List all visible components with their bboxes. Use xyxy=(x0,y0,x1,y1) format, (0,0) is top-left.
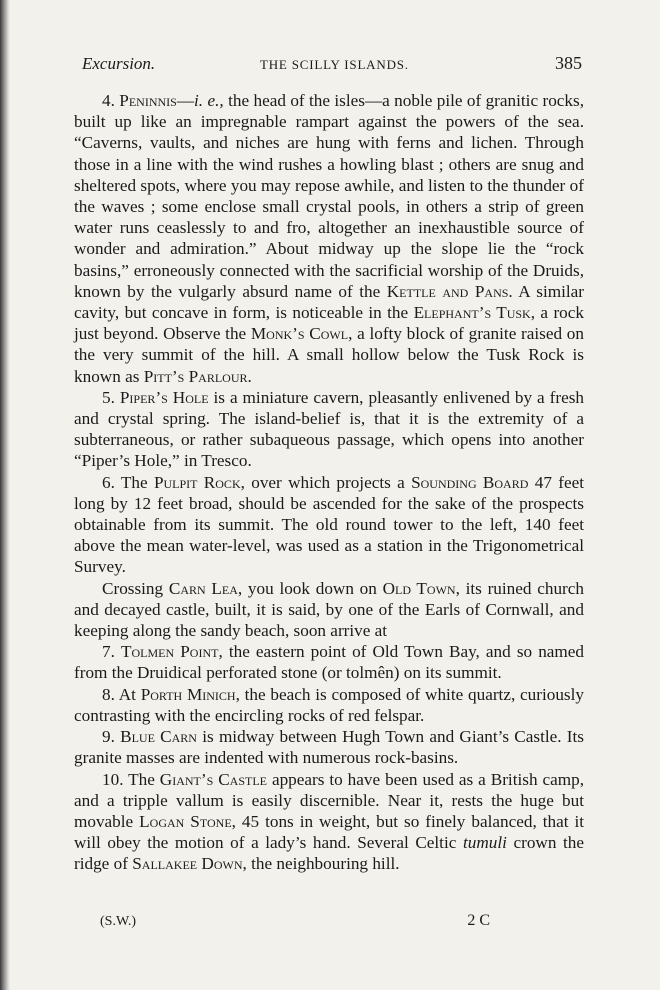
text-run: 6. The xyxy=(102,472,154,492)
place-name: Porth Minich xyxy=(140,684,236,704)
page-spine-shadow xyxy=(0,0,10,990)
body-text xyxy=(74,90,584,875)
place-name: Sallakee Down xyxy=(132,854,243,874)
printer-signature-left: (S.W.) xyxy=(100,914,137,929)
text-run: 5. xyxy=(102,387,120,407)
text-run: is midway between Hugh Town and Giant’s Castle. Its granite masses are indented with numerous rock-basins. xyxy=(74,727,584,768)
place-name: Logan Stone xyxy=(139,811,232,831)
text-run: , the beach is composed of white quartz, curiously contrasting with the encircling rocks of red felspar. xyxy=(74,684,584,725)
paragraph xyxy=(74,387,584,472)
text-run: 8. At xyxy=(102,684,141,704)
header-title: THE SCILLY ISLANDS. xyxy=(260,57,409,72)
paragraph xyxy=(74,641,584,683)
text-run: 4. xyxy=(102,91,120,110)
text-run: . xyxy=(247,366,252,386)
text-run: , a rock just beyond. Observe the xyxy=(74,303,584,344)
text-run: 47 feet long by 12 feet broad, should be ascended for the sake of the prospects obtainable from its summit. The old round tower to the left, 140 feet above the mean water-level, was used as a station in the Trigonometrical Survey. xyxy=(74,472,584,577)
place-name: Pitt’s Parlour xyxy=(143,366,248,386)
place-name: Carn Lea xyxy=(168,578,238,598)
paragraph xyxy=(74,684,584,726)
place-name: Pulpit Rock xyxy=(153,472,241,492)
text-run: — xyxy=(176,91,195,110)
place-name: Kettle and Pans xyxy=(386,281,509,301)
text-run: , 45 tons in weight, but so finely balanced, that it will obey the motion of a lady’s hand. Several Celtic xyxy=(74,811,585,853)
text-run: . A similar cavity, but concave in form, is noticeable in the xyxy=(74,281,585,323)
place-name: Elephant’s Tusk xyxy=(413,303,531,323)
printer-signature-right: 2 C xyxy=(467,912,490,929)
paragraph xyxy=(74,769,584,875)
page-number: 385 xyxy=(555,53,582,73)
text-run: , a lofty block of granite raised on the very summit of the hill. A small hollow below the Tusk Rock is known as xyxy=(74,324,584,386)
paragraph xyxy=(74,90,584,387)
place-name: Piper’s Hole xyxy=(119,387,209,407)
text-run: , the eastern point of Old Town Bay, and so named from the Druidical perforated stone (or tolmên) on its summit. xyxy=(74,642,585,683)
place-name: Monk’s Cowl xyxy=(250,324,349,344)
text-run: , its ruined church and decayed castle, built, it is said, by one of the Earls of Cornwall, and keeping along the sandy beach, soon arrive at xyxy=(74,578,584,641)
place-name: Peninnis xyxy=(119,91,177,110)
place-name: Blue Carn xyxy=(120,727,197,747)
text-run: is a miniature cavern, pleasantly enlivened by a fresh and crystal spring. The island-belief is, that it is the extremity of a subterraneous, or rather subaqueous passage, which opens into another “Piper’s Hole,” in Tresco. xyxy=(74,387,585,471)
page-footer xyxy=(100,912,490,934)
text-run: , you look down on xyxy=(237,578,383,598)
italic-text: i. e., xyxy=(194,91,224,110)
place-name: Tolmen Point xyxy=(120,642,219,662)
running-header xyxy=(82,52,582,78)
text-run: 9. xyxy=(102,727,121,747)
text-run: 7. xyxy=(102,642,121,662)
text-run: Crossing xyxy=(102,578,169,598)
place-name: Giant’s Castle xyxy=(159,769,267,789)
text-run: crown the ridge of xyxy=(74,833,585,874)
paragraph xyxy=(74,472,584,578)
text-run: 10. The xyxy=(102,769,160,789)
text-run: , over which projects a xyxy=(240,472,412,492)
place-name: Sounding Board xyxy=(411,472,529,492)
paragraph xyxy=(74,726,584,768)
italic-text: tumuli xyxy=(462,833,507,853)
text-run: appears to have been used as a British camp, and a tripple vallum is easily discernible. Near it, rests the huge but movable xyxy=(74,769,584,831)
paragraph xyxy=(74,578,584,642)
header-section: Excursion. xyxy=(82,54,156,73)
text-run: , the neighbouring hill. xyxy=(242,854,400,874)
text-run: the head of the isles—a noble pile of granitic rocks, built up like an impregnable rampart against the powers of the sea. “Caverns, vaults, and niches are hung with ferns and lichen. Through those in a line with the wind rushes a howling blast ; others are snug and sheltered spots, where you may repose awhile, and listen to the thunder of the waves ; some enclose small crystal pools, in others a strip of green water runs ceaslessly to and fro, altogether an inexhaustible source of wonder and admiration.” About midway up the slope lie the “rock basins,” erroneously connected with the sacrificial worship of the Druids, known by the vulgarly absurd name of the xyxy=(74,91,584,301)
place-name: Old Town xyxy=(382,578,456,598)
